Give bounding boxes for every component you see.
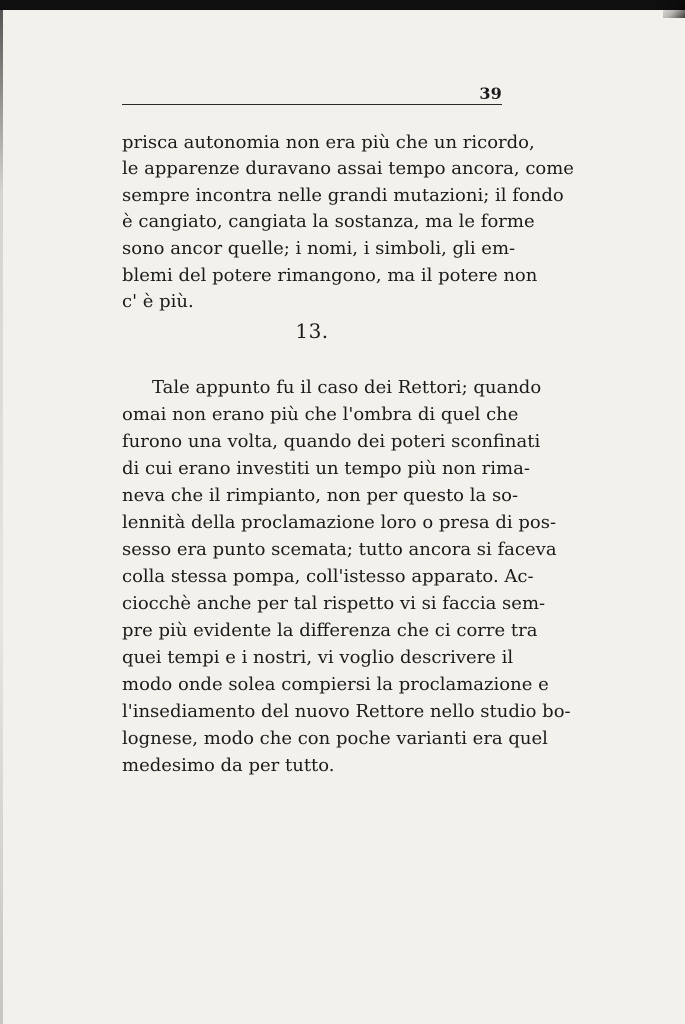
page-number: 39: [479, 84, 502, 103]
text-line: furono una volta, quando dei poteri sconfinati: [122, 431, 541, 452]
text-line: blemi del potere rimangono, ma il potere non: [122, 265, 538, 286]
text-line: sesso era punto scemata; tutto ancora si faceva: [122, 539, 557, 560]
text-line: modo onde solea compiersi la proclamazione e: [122, 674, 549, 695]
scan-top-edge: [0, 0, 685, 10]
text-line: quei tempi e i nostri, vi voglio descrivere il: [122, 647, 514, 668]
text-line: prisca autonomia non era più che un ricordo,: [122, 132, 535, 153]
scan-left-edge: [0, 10, 3, 1024]
text-line: lennità della proclamazione loro o presa di pos-: [122, 512, 557, 533]
header-rule: [122, 104, 502, 105]
text-line: ciocchè anche per tal rispetto vi si faccia sem-: [122, 593, 546, 614]
section-number: 13.: [295, 319, 329, 343]
text-line: colla stessa pompa, coll'istesso apparato. Ac-: [122, 566, 534, 587]
text-line: sono ancor quelle; i nomi, i simboli, gli em-: [122, 238, 516, 259]
text-line: omai non erano più che l'ombra di quel che: [122, 404, 519, 425]
text-line: le apparenze duravano assai tempo ancora, come: [122, 158, 574, 179]
text-line: sempre incontra nelle grandi mutazioni; il fondo: [122, 185, 564, 206]
text-line: medesimo da per tutto.: [122, 755, 335, 776]
text-line: di cui erano investiti un tempo più non rima-: [122, 458, 530, 479]
text-line: lognese, modo che con poche varianti era quel: [122, 728, 548, 749]
scan-corner-shadow: [663, 0, 685, 18]
text-line: è cangiato, cangiata la sostanza, ma le forme: [122, 211, 535, 232]
text-line: c' è più.: [122, 291, 194, 312]
text-line: l'insediamento del nuovo Rettore nello studio bo-: [122, 701, 571, 722]
text-line: Tale appunto fu il caso dei Rettori; quando: [152, 377, 542, 398]
text-line: pre più evidente la differenza che ci corre tra: [122, 620, 538, 641]
text-line: neva che il rimpianto, non per questo la so-: [122, 485, 519, 506]
